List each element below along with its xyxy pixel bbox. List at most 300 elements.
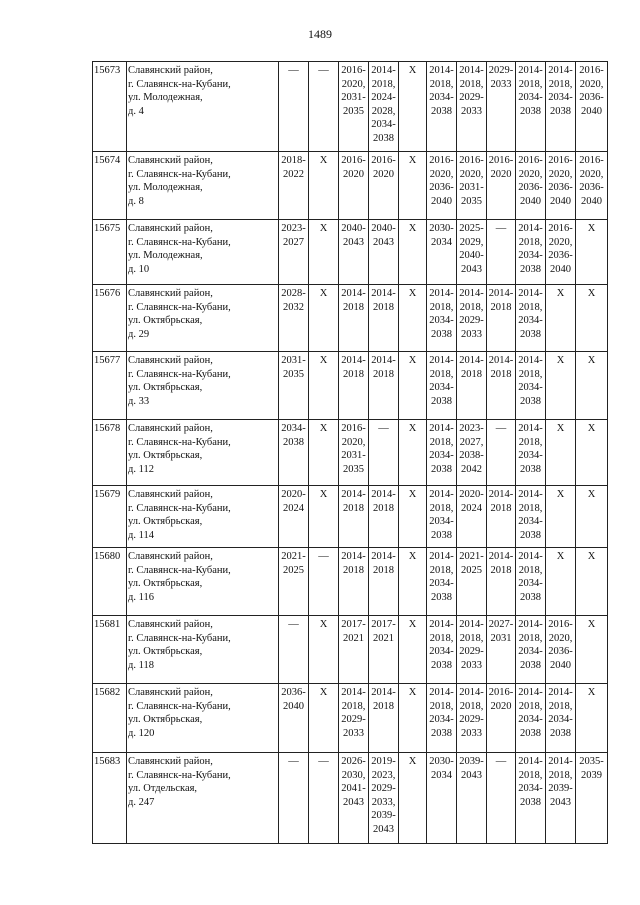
cell-line: 2039-: [548, 783, 573, 795]
period-cell: [457, 616, 487, 684]
cell-line: Славянский район,: [128, 489, 213, 500]
cell-line: 2038: [431, 105, 452, 117]
cell-line: 2014-: [459, 288, 484, 299]
period-cell: [427, 285, 457, 352]
row-id: 15682: [93, 684, 127, 753]
cell-line: X: [556, 489, 565, 500]
cell-line: 2033: [461, 328, 482, 340]
cell-line: 2038: [520, 328, 541, 340]
period-cell: [339, 753, 369, 844]
table-row: [93, 548, 608, 616]
cell-line: 2034-: [518, 92, 543, 104]
cell-line: 2018: [490, 502, 512, 514]
period-cell: [487, 486, 516, 548]
cell-line: X: [556, 551, 565, 562]
row-id: 15679: [93, 486, 127, 548]
cell-line: 2034-: [429, 578, 454, 590]
period-cell: [487, 548, 516, 616]
cell-line: 2014-: [429, 619, 454, 630]
period-cell: [546, 486, 576, 548]
cell-line: 2043: [343, 236, 364, 248]
cell-line: 2014-: [518, 423, 543, 434]
address-cell: [127, 616, 279, 684]
cell-line: 2020,: [548, 236, 573, 248]
cell-line: 2014-: [371, 288, 396, 299]
period-cell: [546, 548, 576, 616]
cell-line: 2043: [373, 823, 394, 835]
cell-line: 2033: [461, 105, 482, 117]
cell-line: 2038: [431, 463, 452, 475]
cell-line: 2020,: [518, 168, 543, 180]
cell-line: 2042: [461, 463, 482, 475]
cell-line: 2035: [283, 368, 304, 380]
cell-line: 2018: [490, 301, 512, 313]
cell-line: 2014-: [429, 489, 454, 500]
cell-line: —: [288, 756, 299, 767]
cell-line: 2014-: [429, 423, 454, 434]
period-cell: [457, 548, 487, 616]
cell-line: X: [319, 423, 328, 434]
cell-line: 2040: [550, 659, 571, 671]
cell-line: X: [556, 355, 565, 366]
period-cell: [309, 62, 339, 152]
cell-line: 2014-: [459, 355, 484, 366]
cell-line: 2014-: [518, 619, 543, 630]
cell-line: ул. Октябрьская,: [128, 516, 203, 528]
period-cell: [516, 616, 546, 684]
cell-line: 2014-: [371, 551, 396, 562]
cell-line: ул. Октябрьская,: [128, 450, 203, 462]
cell-line: 2035: [461, 195, 482, 207]
period-cell: [399, 352, 427, 420]
cell-line: 2038: [520, 659, 541, 671]
cell-line: 2014-: [459, 687, 484, 698]
period-cell: [487, 352, 516, 420]
cell-line: 2020-: [281, 489, 306, 500]
cell-line: 2034-: [429, 382, 454, 394]
period-cell: [516, 420, 546, 486]
cell-line: г. Славянск-на-Кубани,: [128, 78, 231, 90]
cell-line: ул. Октябрьская,: [128, 315, 203, 327]
cell-line: 2029-: [459, 92, 484, 104]
address-cell: [127, 420, 279, 486]
period-cell: [546, 420, 576, 486]
cell-line: 2016-: [548, 223, 573, 234]
address-cell: [127, 152, 279, 220]
period-cell: [339, 220, 369, 285]
cell-line: Славянский район,: [128, 155, 213, 166]
cell-line: д. 33: [128, 395, 150, 407]
cell-line: 2023-: [459, 423, 484, 434]
cell-line: 2018,: [518, 436, 543, 448]
cell-line: —: [318, 551, 329, 562]
cell-line: 2014-: [518, 551, 543, 562]
cell-line: 2014-: [371, 355, 396, 366]
cell-line: 2014-: [429, 551, 454, 562]
cell-line: X: [408, 619, 417, 630]
cell-line: г. Славянск-на-Кубани,: [128, 168, 231, 180]
cell-line: 2018,: [429, 564, 454, 576]
cell-line: Славянский район,: [128, 355, 213, 366]
cell-line: 2018,: [429, 632, 454, 644]
cell-line: 2018: [343, 301, 364, 313]
row-id: 15678: [93, 420, 127, 486]
cell-line: 2034-: [429, 450, 454, 462]
cell-line: 2038: [431, 591, 452, 603]
cell-line: Славянский район,: [128, 288, 213, 299]
cell-line: —: [378, 423, 389, 434]
period-cell: [399, 616, 427, 684]
cell-line: 2014-: [488, 355, 514, 366]
cell-line: 2040-: [459, 250, 484, 262]
cell-line: 2031-: [341, 450, 366, 462]
period-cell: [399, 548, 427, 616]
period-cell: [309, 753, 339, 844]
address-cell: [127, 684, 279, 753]
cell-line: 2034-: [518, 646, 543, 658]
cell-line: 2034-: [429, 92, 454, 104]
cell-line: 2038: [431, 395, 452, 407]
cell-line: 2018: [490, 368, 512, 380]
period-cell: [576, 62, 608, 152]
cell-line: 2030-: [429, 756, 454, 767]
address-cell: [127, 62, 279, 152]
period-cell: [576, 486, 608, 548]
cell-line: 2039: [581, 769, 602, 781]
cell-line: 2040: [550, 263, 571, 275]
cell-line: —: [495, 423, 507, 434]
period-cell: [279, 152, 309, 220]
period-cell: [369, 753, 399, 844]
period-cell: [457, 220, 487, 285]
period-cell: [427, 548, 457, 616]
cell-line: X: [408, 551, 417, 562]
cell-line: д. 116: [128, 591, 154, 603]
cell-line: д. 10: [128, 263, 150, 275]
cell-line: X: [319, 687, 328, 698]
cell-line: 2016-: [341, 155, 366, 166]
cell-line: 2018,: [548, 700, 573, 712]
cell-line: 2029-: [459, 315, 484, 327]
cell-line: 2016-: [459, 155, 484, 166]
period-cell: [516, 62, 546, 152]
period-cell: [279, 486, 309, 548]
cell-line: 2016-: [341, 65, 366, 76]
cell-line: ул. Октябрьская,: [128, 646, 203, 658]
cell-line: X: [408, 756, 417, 767]
cell-line: 2014-: [548, 756, 573, 767]
cell-line: 2038: [431, 328, 452, 340]
period-cell: [279, 616, 309, 684]
cell-line: г. Славянск-на-Кубани,: [128, 236, 231, 248]
cell-line: 2014-: [548, 65, 573, 76]
cell-line: г. Славянск-на-Кубани,: [128, 700, 231, 712]
period-cell: [399, 152, 427, 220]
cell-line: 2014-: [459, 65, 484, 76]
period-cell: [427, 62, 457, 152]
cell-line: 2018,: [518, 301, 543, 313]
table-row: [93, 62, 608, 152]
cell-line: 2034-: [281, 423, 306, 434]
period-cell: [516, 220, 546, 285]
cell-line: 2014-: [488, 551, 514, 562]
cell-line: 2020,: [548, 632, 573, 644]
period-cell: [339, 548, 369, 616]
cell-line: 2016-: [518, 155, 543, 166]
cell-line: 2034-: [548, 92, 573, 104]
table-row: [93, 352, 608, 420]
cell-line: 2018,: [459, 700, 484, 712]
cell-line: 2039-: [459, 756, 484, 767]
cell-line: 2014-: [518, 687, 543, 698]
cell-line: 2040: [431, 195, 452, 207]
cell-line: 2038: [283, 436, 304, 448]
cell-line: X: [408, 65, 417, 76]
cell-line: —: [318, 65, 329, 76]
period-cell: [487, 420, 516, 486]
cell-line: 2020: [343, 168, 364, 180]
period-cell: [516, 548, 546, 616]
cell-line: 2020: [490, 168, 512, 180]
table-row: [93, 684, 608, 753]
cell-line: X: [587, 551, 596, 562]
cell-line: 2014-: [518, 355, 543, 366]
period-cell: [399, 420, 427, 486]
period-cell: [399, 220, 427, 285]
row-id: 15673: [93, 62, 127, 152]
period-cell: [487, 616, 516, 684]
cell-line: 2034-: [518, 315, 543, 327]
cell-line: г. Славянск-на-Кубани,: [128, 564, 231, 576]
cell-line: 2040: [581, 195, 602, 207]
period-cell: [309, 220, 339, 285]
address-cell: [127, 486, 279, 548]
cell-line: X: [408, 355, 417, 366]
cell-line: 2025: [283, 564, 304, 576]
period-cell: [576, 548, 608, 616]
period-cell: [279, 285, 309, 352]
cell-line: д. 247: [128, 796, 155, 808]
period-cell: [369, 220, 399, 285]
cell-line: 2018,: [429, 368, 454, 380]
cell-line: 2018,: [429, 700, 454, 712]
cell-line: ул. Октябрьская,: [128, 714, 203, 726]
cell-line: X: [319, 355, 328, 366]
period-cell: [457, 486, 487, 548]
period-cell: [309, 352, 339, 420]
cell-line: 2035-: [579, 756, 604, 767]
period-cell: [339, 684, 369, 753]
cell-line: —: [288, 65, 299, 76]
cell-line: 2043: [461, 263, 482, 275]
cell-line: 2036-: [429, 182, 454, 194]
table-row: [93, 285, 608, 352]
cell-line: 2016-: [548, 619, 573, 630]
cell-line: —: [495, 756, 507, 767]
row-id: 15680: [93, 548, 127, 616]
cell-line: 2034-: [518, 382, 543, 394]
period-cell: [427, 486, 457, 548]
cell-line: 2043: [373, 236, 394, 248]
cell-line: X: [319, 223, 328, 234]
period-cell: [369, 285, 399, 352]
cell-line: 2016-: [579, 65, 604, 76]
period-cell: [427, 420, 457, 486]
period-cell: [546, 152, 576, 220]
period-cell: [516, 352, 546, 420]
period-cell: [427, 684, 457, 753]
period-cell: [546, 220, 576, 285]
cell-line: 2031-: [459, 182, 484, 194]
period-cell: [339, 352, 369, 420]
cell-line: 2020,: [341, 436, 366, 448]
period-cell: [339, 486, 369, 548]
cell-line: 2014-: [548, 687, 573, 698]
cell-line: 2024: [283, 502, 304, 514]
cell-line: 2036-: [548, 250, 573, 262]
cell-line: 2024-: [371, 92, 396, 104]
cell-line: 2021-: [459, 551, 484, 562]
cell-line: г. Славянск-на-Кубани,: [128, 368, 231, 380]
cell-line: —: [318, 756, 329, 767]
period-cell: [339, 62, 369, 152]
cell-line: 2014-: [371, 65, 396, 76]
cell-line: 2036-: [281, 687, 306, 698]
cell-line: д. 118: [128, 659, 154, 671]
cell-line: 2040: [283, 700, 304, 712]
cell-line: 2018: [461, 368, 482, 380]
cell-line: г. Славянск-на-Кубани,: [128, 632, 231, 644]
cell-line: 2040-: [341, 223, 366, 234]
period-cell: [279, 548, 309, 616]
cell-line: 2033: [490, 78, 512, 90]
cell-line: 2029-: [371, 783, 396, 795]
cell-line: 2018: [490, 564, 512, 576]
cell-line: 2018,: [429, 78, 454, 90]
cell-line: 2020: [373, 168, 394, 180]
cell-line: 2036-: [579, 182, 604, 194]
cell-line: 2040: [550, 195, 571, 207]
period-cell: [399, 684, 427, 753]
cell-line: 2014-: [459, 619, 484, 630]
cell-line: 2022: [283, 168, 304, 180]
cell-line: 2018,: [518, 632, 543, 644]
cell-line: 2038: [550, 727, 571, 739]
period-cell: [279, 352, 309, 420]
cell-line: 2014-: [341, 551, 366, 562]
period-cell: [487, 152, 516, 220]
period-cell: [576, 616, 608, 684]
cell-line: 2034-: [429, 646, 454, 658]
cell-line: 2038: [520, 463, 541, 475]
cell-line: 2018: [343, 502, 364, 514]
cell-line: 2030,: [341, 769, 366, 781]
cell-line: 2034-: [371, 119, 396, 131]
cell-line: X: [408, 423, 417, 434]
cell-line: г. Славянск-на-Кубани,: [128, 769, 231, 781]
cell-line: 2031: [490, 632, 512, 644]
cell-line: 2038: [520, 105, 541, 117]
cell-line: 2018,: [429, 436, 454, 448]
cell-line: X: [556, 423, 565, 434]
cell-line: ул. Отдельская,: [128, 783, 198, 795]
period-cell: [399, 285, 427, 352]
row-id: 15681: [93, 616, 127, 684]
cell-line: 2018: [373, 700, 394, 712]
address-cell: [127, 548, 279, 616]
period-cell: [546, 285, 576, 352]
cell-line: X: [408, 489, 417, 500]
period-cell: [576, 753, 608, 844]
cell-line: 2028-: [281, 288, 306, 299]
period-cell: [487, 753, 516, 844]
address-cell: [127, 285, 279, 352]
cell-line: 2034-: [518, 250, 543, 262]
cell-line: 2014-: [341, 489, 366, 500]
page-number: 1489: [308, 27, 332, 41]
period-cell: [546, 616, 576, 684]
period-cell: [309, 420, 339, 486]
cell-line: ул. Октябрьская,: [128, 382, 203, 394]
cell-line: 2018,: [548, 769, 573, 781]
period-cell: [576, 152, 608, 220]
cell-line: 2038: [520, 263, 541, 275]
period-cell: [279, 420, 309, 486]
cell-line: 2014-: [488, 489, 514, 500]
cell-line: г. Славянск-на-Кубани,: [128, 502, 231, 514]
cell-line: 2038: [373, 132, 394, 144]
period-cell: [399, 62, 427, 152]
row-id: 15674: [93, 152, 127, 220]
cell-line: 2021-: [281, 551, 306, 562]
cell-line: 2014-: [518, 65, 543, 76]
period-cell: [369, 420, 399, 486]
cell-line: 2029-: [459, 646, 484, 658]
cell-line: X: [587, 223, 596, 234]
cell-line: 2034-: [518, 783, 543, 795]
period-cell: [279, 684, 309, 753]
cell-line: 2014-: [429, 288, 454, 299]
cell-line: X: [587, 423, 596, 434]
cell-line: 2034-: [518, 450, 543, 462]
period-cell: [369, 684, 399, 753]
cell-line: г. Славянск-на-Кубани,: [128, 436, 231, 448]
table-row: [93, 220, 608, 285]
period-cell: [309, 285, 339, 352]
registry-table: [92, 61, 608, 844]
cell-line: Славянский район,: [128, 65, 213, 76]
period-cell: [457, 152, 487, 220]
period-cell: [576, 285, 608, 352]
cell-line: X: [408, 223, 417, 234]
cell-line: 2014-: [341, 288, 366, 299]
cell-line: 2018,: [459, 632, 484, 644]
cell-line: 2034: [431, 769, 452, 781]
row-id: 15677: [93, 352, 127, 420]
cell-line: 2018,: [459, 78, 484, 90]
cell-line: 2033: [343, 727, 364, 739]
cell-line: 2038: [550, 105, 571, 117]
period-cell: [457, 285, 487, 352]
cell-line: 2028,: [371, 105, 396, 117]
cell-line: 2027: [283, 236, 304, 248]
period-cell: [457, 753, 487, 844]
table-row: [93, 616, 608, 684]
cell-line: 2026-: [341, 756, 366, 767]
cell-line: 2018,: [429, 502, 454, 514]
period-cell: [309, 616, 339, 684]
cell-line: X: [319, 619, 328, 630]
